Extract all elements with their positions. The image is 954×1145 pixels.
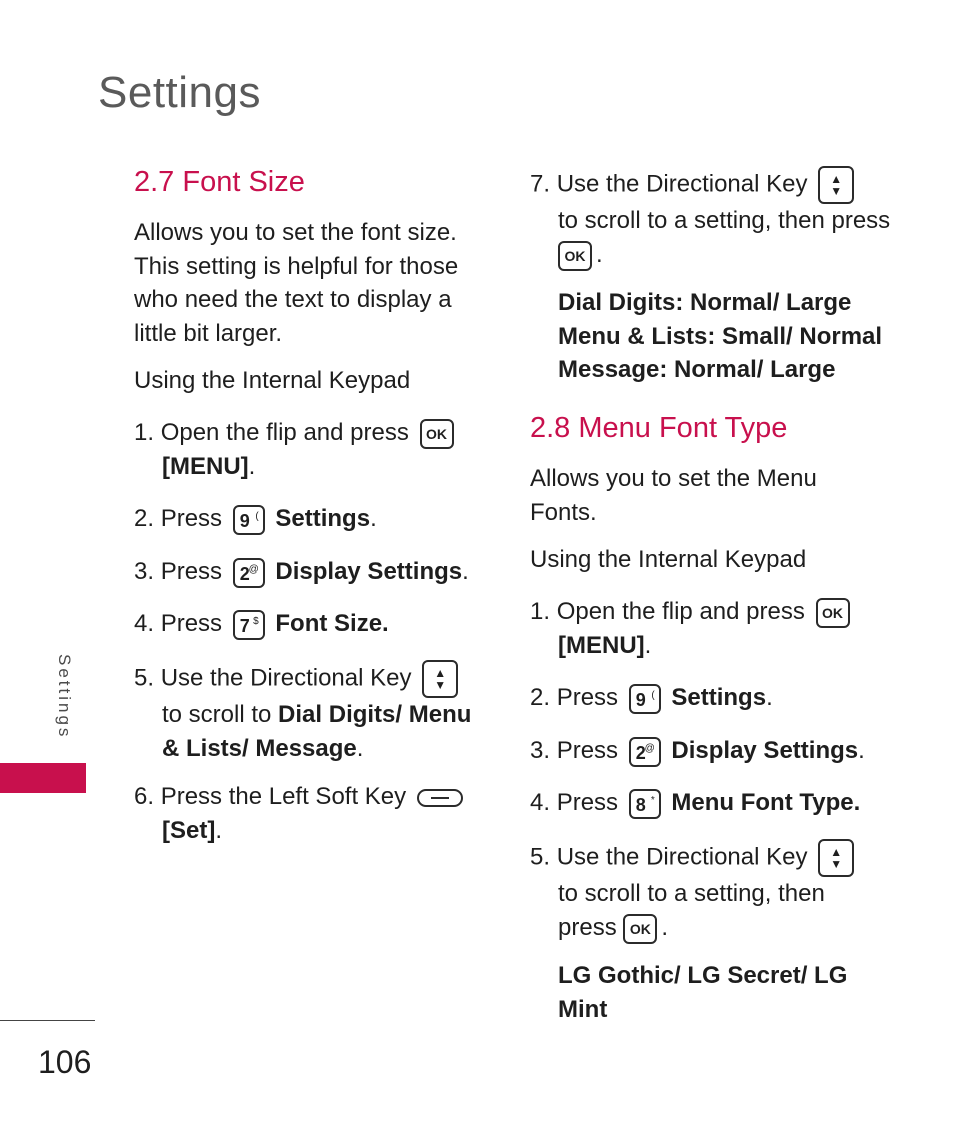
step-number: 2. [530,684,551,711]
step-end: . [596,241,603,268]
side-tab-label: Settings [55,654,74,740]
menu-font-type-label: Menu Font Type. [671,789,861,816]
step-text: press [558,914,617,941]
intro-line: Allows you to set the font size. [134,219,457,246]
step-end: . [644,632,652,659]
key-digit: 7 [239,615,250,636]
intro-line: little bit larger. [134,319,283,347]
step-2 [134,502,377,536]
step-3 [134,555,469,589]
step-end: . [356,735,364,762]
step-text: Press [160,558,223,585]
ok-key-icon: OK [816,598,850,628]
step-end: . [766,684,773,711]
number-key-2-icon [629,737,661,767]
display-settings-label: Display Settings [671,737,859,764]
step-text: Open the flip and press [160,419,409,446]
step-number: 2. [134,505,155,532]
intro-line: Allows you to set the Menu [530,465,817,492]
step-end: . [215,817,223,844]
directional-key-icon: ▲ ▼ [818,839,854,877]
step-end: . [661,914,669,941]
option-label: Dial Digits/ Menu [278,701,472,728]
font-size-intro [134,216,458,350]
font-option: Menu & Lists: Small/ Normal [558,322,883,350]
key-symbol: @ [248,563,259,575]
step-2 [530,681,773,715]
step-text: Use the Directional Key [556,170,808,198]
step-text: Use the Directional Key [160,664,412,692]
step-1 [530,595,854,663]
step-5 [530,839,858,945]
section-heading-font-size: 2.7 Font Size [134,166,305,198]
intro-line: This setting is helpful for those [134,252,459,280]
menu-font-options-list [558,959,847,1026]
step-7 [530,166,890,272]
font-option: Mint [558,995,608,1023]
step-text: Press [556,789,619,816]
font-options-list [558,286,882,387]
step-number: 1. [134,419,155,446]
step-end: . [248,453,256,480]
intro-line: who need the text to display a [134,286,452,313]
step-text: to scroll to [162,701,272,728]
key-digit: 9 [239,510,250,531]
page-title: Settings [98,68,261,117]
footer-divider [0,1020,95,1021]
left-soft-key-icon [417,789,463,807]
number-key-9-icon [629,684,661,714]
step-number: 4. [530,789,551,816]
number-key-8-icon [629,789,661,819]
step-4 [134,607,389,641]
number-key-9-icon [233,505,265,535]
number-key-2-icon [233,558,265,588]
key-digit: 8 [635,794,646,815]
step-text: Press [160,505,223,532]
ok-key-icon: OK [558,241,592,271]
step-4 [530,786,860,820]
step-text: Press [160,610,223,637]
ok-key-icon: OK [420,419,454,449]
step-text: Press [556,684,619,711]
menu-label: [MENU] [162,453,249,480]
key-symbol: ( [255,510,259,522]
step-number: 5. [530,843,551,871]
number-key-7-icon [233,610,265,640]
settings-label: Settings [671,684,767,711]
display-settings-label: Display Settings [275,558,463,585]
key-symbol: @ [644,742,655,754]
step-text: Press [556,737,619,764]
step-end: . [370,505,377,532]
set-label: [Set] [162,817,216,844]
step-3 [530,734,865,768]
key-digit: 2 [635,742,646,763]
directional-key-icon: ▲ ▼ [818,166,854,204]
menu-label: [MENU] [558,632,645,659]
step-text: to scroll to a setting, then [558,880,825,907]
page-number: 106 [38,1044,92,1080]
step-end: . [462,558,469,585]
directional-key-icon: ▲ ▼ [422,660,458,698]
key-digit: 2 [239,563,250,584]
key-digit: 9 [635,689,646,710]
keypad-subheading: Using the Internal Keypad [530,546,807,573]
intro-line: Fonts. [530,498,597,526]
section-heading-menu-font-type: 2.8 Menu Font Type [530,412,788,444]
step-number: 4. [134,610,155,637]
step-text: to scroll to a setting, then press [558,207,891,234]
step-6 [134,780,467,848]
keypad-subheading: Using the Internal Keypad [134,367,411,394]
font-option: LG Gothic/ LG Secret/ LG [558,962,848,989]
step-number: 7. [530,170,551,198]
key-symbol: ( [651,689,655,701]
step-1 [134,416,458,484]
side-tab-marker [0,763,86,793]
key-symbol: $ [253,615,259,627]
menu-font-intro [530,462,817,529]
step-number: 3. [134,558,155,585]
step-text: Open the flip and press [556,598,805,625]
step-5 [134,660,471,766]
key-symbol: * [650,794,655,806]
font-option: Message: Normal/ Large [558,356,836,383]
option-label: & Lists/ Message [162,735,357,762]
step-end: . [858,737,865,764]
step-number: 6. [134,783,155,810]
step-number: 1. [530,598,551,625]
step-number: 5. [134,664,155,692]
font-option: Dial Digits: Normal/ Large [558,289,852,316]
step-text: Press the Left Soft Key [160,783,407,810]
settings-label: Settings [275,505,371,532]
step-number: 3. [530,737,551,764]
step-text: Use the Directional Key [556,843,808,871]
font-size-label: Font Size. [275,610,389,637]
ok-key-icon: OK [623,914,657,944]
